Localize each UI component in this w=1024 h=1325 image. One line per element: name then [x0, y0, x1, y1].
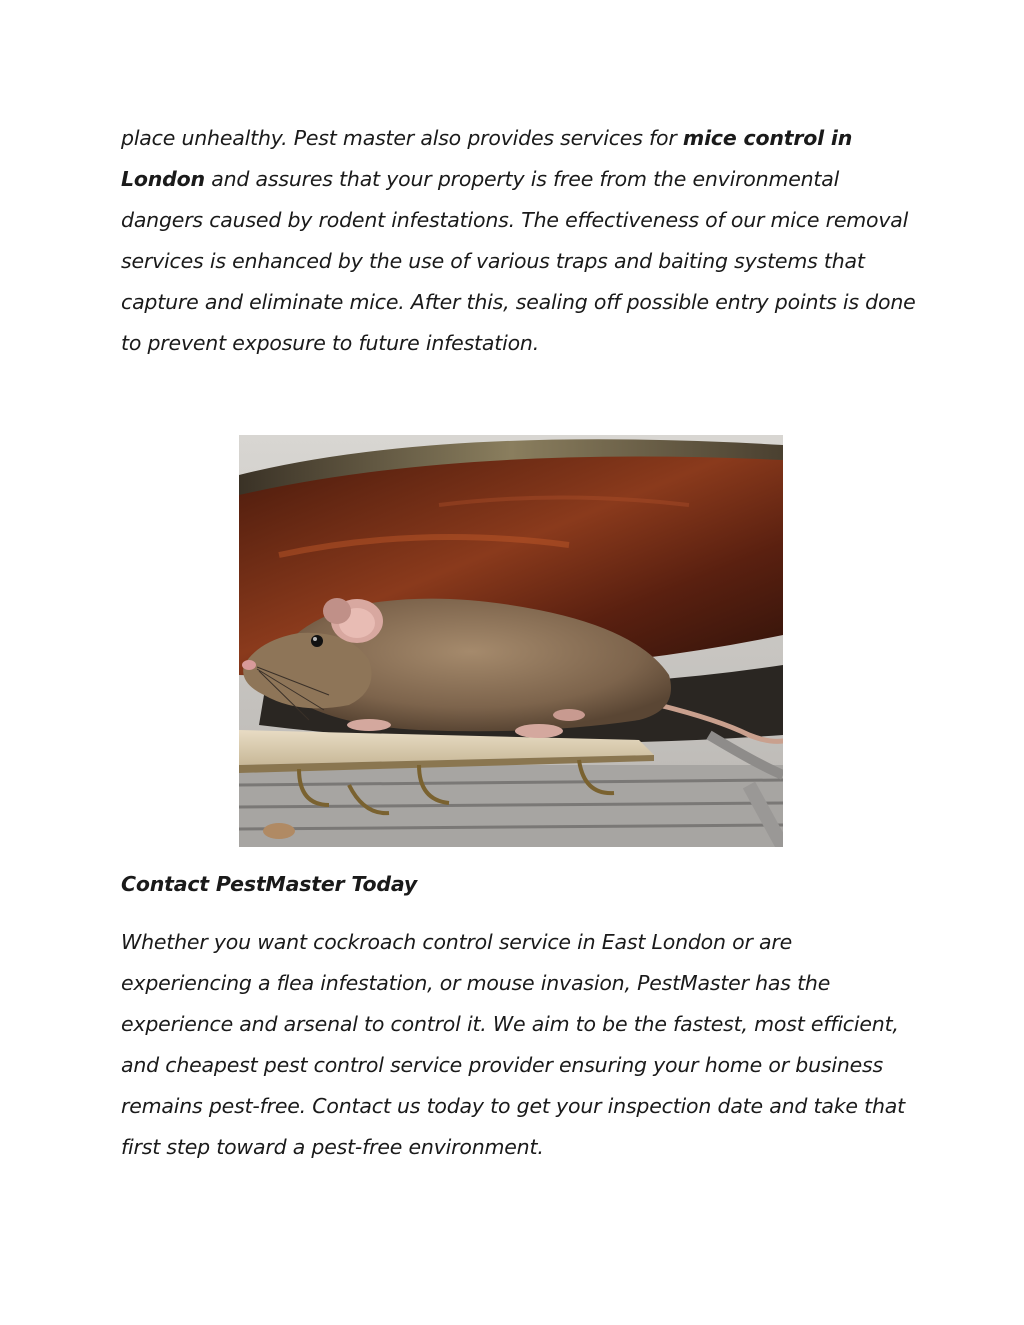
intro-text-end: and assures that your property is free from the environmental dangers caused by rodent infestations. The effectiveness of our mice removal services is enhanced by the use of various traps and baiting systems that capture and eliminate mice. After this, sealing off possible entry points is done to prevent exposure to future infestation.	[121, 167, 916, 355]
contact-paragraph: Whether you want cockroach control service in East London or are experiencing a flea infestation, or mouse invasion, PestMaster has the experience and arsenal to control it. We aim to be the fastest, most efficient, and cheapest pest control service provider ensuring your home or business remains pest-free. Contact us today to get your inspection date and take that first step toward a pest-free environment.	[121, 930, 905, 1159]
contact-heading: Contact PestMaster Today	[121, 872, 418, 896]
mice-control-keyword: mice control in London	[121, 126, 853, 191]
mouse-photo-illustration	[239, 435, 783, 847]
intro-paragraph	[121, 118, 921, 364]
intro-text-start: place unhealthy. Pest master also provides services for	[121, 126, 683, 150]
mouse-on-kitchen-pan-photo	[239, 435, 783, 847]
